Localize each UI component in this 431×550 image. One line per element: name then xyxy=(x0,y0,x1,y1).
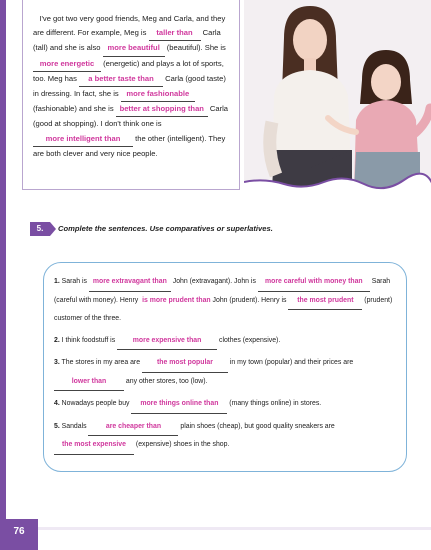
exercise-item-1 xyxy=(54,273,396,328)
exercise-item-3 xyxy=(54,354,396,391)
answer-blank: are cheaper than xyxy=(88,418,178,437)
answer-blank: better at shopping than xyxy=(116,102,208,117)
answer-blank: the most prudent xyxy=(288,292,362,311)
passage-text xyxy=(33,12,229,161)
answer-blank: a better taste than xyxy=(79,72,163,87)
passage-part: (beautiful). She is xyxy=(164,43,226,53)
answer-blank: the most popular xyxy=(142,354,228,373)
item-number: 2. xyxy=(54,336,60,344)
exercise-item-5 xyxy=(54,418,396,455)
item-text: (many things online) in stores. xyxy=(227,400,322,407)
item-number: 4. xyxy=(54,400,60,407)
item-text: John (extravagant). John is xyxy=(170,278,258,285)
item-text: Sarah (careful with money). Henry xyxy=(54,278,391,304)
passage-part: Carla (good at shopping). I don't think one is xyxy=(33,104,229,129)
item-text: any other stores, too (low). xyxy=(124,377,208,385)
reading-passage xyxy=(22,0,240,190)
passage-part: I've got two very good friends, Meg and Carla, and they are different. For example, Meg is xyxy=(33,14,226,38)
exercise-item-4 xyxy=(54,395,396,414)
answer-blank: more extravagant than xyxy=(89,273,171,292)
item-text: John (prudent). Henry is xyxy=(210,296,289,304)
item-number: 1. xyxy=(54,278,60,285)
passage-part: (fashionable) and she is xyxy=(33,104,116,114)
item-number: 5. xyxy=(54,422,60,430)
answer-blank: more careful with money than xyxy=(258,273,370,292)
item-number: 3. xyxy=(54,359,60,366)
item-text: clothes (expensive). xyxy=(217,336,281,344)
top-section xyxy=(22,0,412,190)
answer-blank: taller than xyxy=(149,26,201,41)
item-text: Sarah is xyxy=(59,278,89,285)
item-text: I think foodstuff is xyxy=(59,336,118,344)
item-text: Sandals xyxy=(59,422,89,430)
footer-band xyxy=(30,527,431,530)
exercise-header xyxy=(22,222,410,236)
answer-blank: more intelligent than xyxy=(33,132,133,147)
item-text: plain shoes (cheap), but good quality sneakers are xyxy=(178,422,335,430)
answer-blank: the most expensive xyxy=(54,436,134,455)
answer-blank: more fashionable xyxy=(121,87,195,102)
exercise-box xyxy=(43,262,407,472)
item-text: (prudent) customer of the three. xyxy=(54,296,393,322)
passage-part: (energetic) and plays a lot of sports, too. Meg has xyxy=(33,58,224,83)
item-text: Nowadays people buy xyxy=(59,400,132,407)
item-text: in my town (popular) and their prices are xyxy=(227,359,354,366)
answer-blank: more energetic xyxy=(33,57,101,72)
exercise-instruction: Complete the sentences. Use comparatives or superlatives. xyxy=(58,224,273,233)
item-text: The stores in my area are xyxy=(59,359,142,366)
friends-photo xyxy=(244,0,431,190)
passage-part: Carla (good taste) in dressing. In fact, she is xyxy=(33,73,226,99)
passage-part: Carla (tall) and she is also xyxy=(33,28,221,53)
answer-blank: more expensive than xyxy=(117,332,217,351)
answer-text: is more prudent than xyxy=(142,296,211,304)
exercise-item-2 xyxy=(54,332,396,351)
passage-part: the other (intelligent). They are both clever and very nice people. xyxy=(33,133,226,158)
answer-blank: lower than xyxy=(54,373,124,392)
item-text: (expensive) shoes in the shop. xyxy=(134,441,230,448)
answer-blank: more beautiful xyxy=(103,41,165,56)
left-margin-bar xyxy=(0,0,6,550)
answer-blank: more things online than xyxy=(131,395,227,414)
exercise-number-badge: 5. xyxy=(30,222,50,236)
page-number: 76 xyxy=(0,519,38,550)
friends-illustration xyxy=(244,0,431,190)
